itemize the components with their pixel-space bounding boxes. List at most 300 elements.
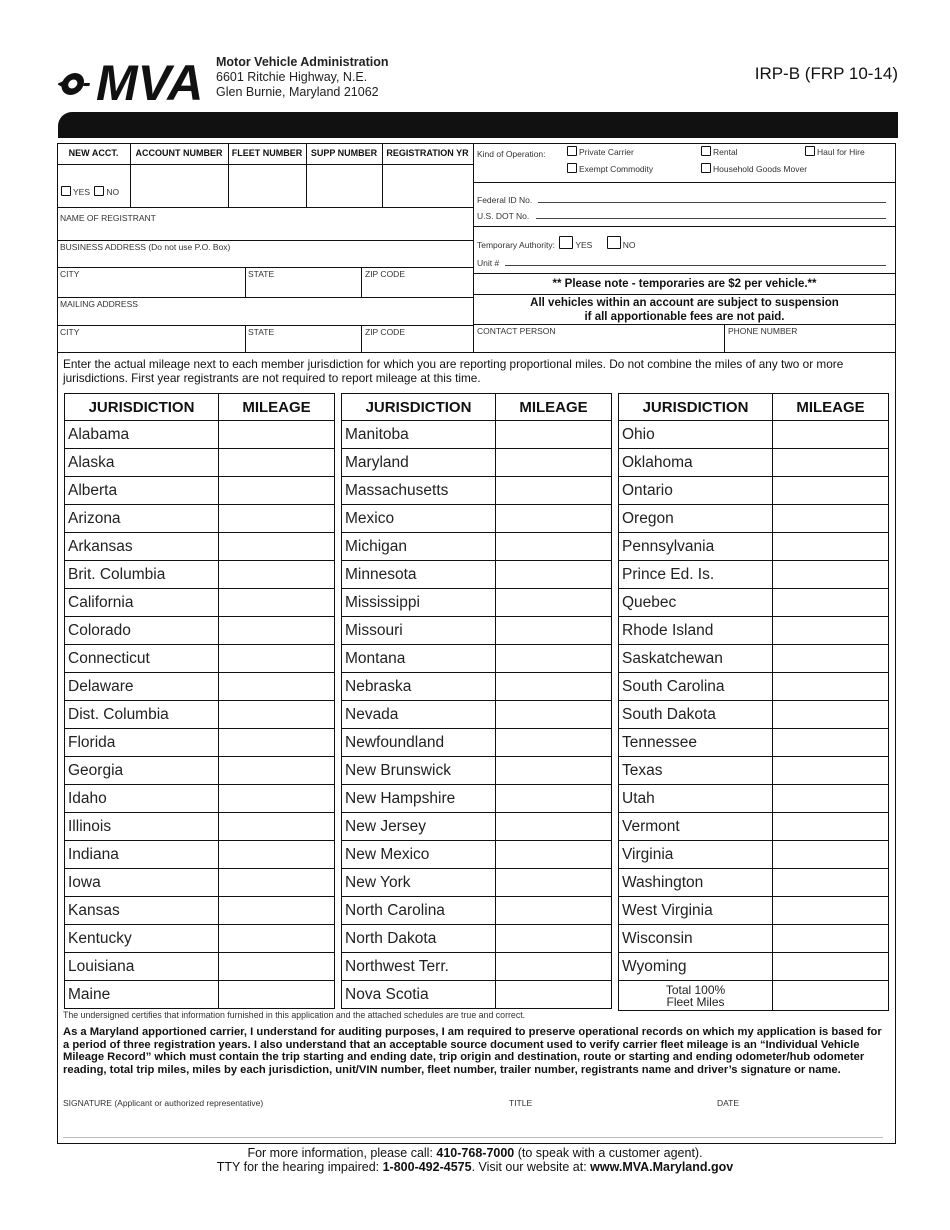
- jurisdiction-name: Indiana: [65, 841, 219, 869]
- mileage-field[interactable]: [496, 449, 612, 477]
- jurisdiction-row: [342, 869, 612, 897]
- exempt-commodity-checkbox[interactable]: [567, 163, 577, 173]
- mileage-field[interactable]: [773, 841, 889, 869]
- mileage-field[interactable]: [773, 561, 889, 589]
- mileage-field[interactable]: [496, 477, 612, 505]
- mileage-field[interactable]: [219, 981, 335, 1009]
- divider: [361, 267, 362, 297]
- yes-checkbox[interactable]: [61, 186, 71, 196]
- jurisdiction-name: Minnesota: [342, 561, 496, 589]
- jurisdiction-name: Brit. Columbia: [65, 561, 219, 589]
- mileage-field[interactable]: [496, 421, 612, 449]
- footer-line-1: [0, 1146, 950, 1160]
- mileage-field[interactable]: [219, 561, 335, 589]
- jurisdiction-name: Wyoming: [619, 953, 773, 981]
- jurisdiction-row: [619, 477, 889, 505]
- mileage-field[interactable]: [219, 813, 335, 841]
- divider: [245, 325, 246, 352]
- mileage-field[interactable]: [496, 729, 612, 757]
- mileage-field[interactable]: [496, 533, 612, 561]
- mileage-field[interactable]: [219, 533, 335, 561]
- jurisdiction-row: [65, 813, 335, 841]
- jurisdiction-header: JURISDICTION: [65, 394, 219, 421]
- mileage-header: MILEAGE: [219, 394, 335, 421]
- jurisdiction-name: Illinois: [65, 813, 219, 841]
- suspension-note-line-2: if all apportionable fees are not paid.: [584, 310, 785, 323]
- mileage-field[interactable]: [219, 673, 335, 701]
- footer-text: For more information, please call:: [247, 1146, 437, 1160]
- jurisdiction-row: [65, 589, 335, 617]
- footer-text: (to speak with a customer agent).: [514, 1146, 703, 1160]
- agency-name: Motor Vehicle Administration: [216, 55, 389, 69]
- mileage-field[interactable]: [773, 477, 889, 505]
- jurisdiction-name: Iowa: [65, 869, 219, 897]
- divider: [57, 207, 473, 208]
- jurisdiction-row: [342, 701, 612, 729]
- mileage-field[interactable]: [219, 869, 335, 897]
- mileage-field[interactable]: [773, 645, 889, 673]
- jurisdiction-table-2: [341, 393, 612, 1009]
- mileage-field[interactable]: [773, 869, 889, 897]
- mileage-field[interactable]: [773, 813, 889, 841]
- title-label: TITLE: [509, 1098, 533, 1108]
- mileage-field[interactable]: [773, 533, 889, 561]
- exempt-commodity-label: Exempt Commodity: [579, 164, 654, 174]
- jurisdiction-row: [65, 841, 335, 869]
- jurisdiction-name: California: [65, 589, 219, 617]
- jurisdiction-row: [65, 673, 335, 701]
- mileage-field[interactable]: [773, 729, 889, 757]
- jurisdiction-row: [65, 477, 335, 505]
- mailing-city-label: CITY: [60, 327, 80, 337]
- jurisdiction-row: [619, 589, 889, 617]
- mileage-field[interactable]: [496, 841, 612, 869]
- mileage-field[interactable]: [219, 449, 335, 477]
- jurisdiction-row: [342, 477, 612, 505]
- city-label: CITY: [60, 269, 80, 279]
- jurisdiction-name: Georgia: [65, 757, 219, 785]
- unit-field[interactable]: [505, 256, 886, 266]
- jurisdiction-name: Prince Ed. Is.: [619, 561, 773, 589]
- jurisdiction-row: [619, 701, 889, 729]
- mileage-field[interactable]: [773, 617, 889, 645]
- signature-label: SIGNATURE (Applicant or authorized representative): [63, 1098, 264, 1108]
- mailing-address-field[interactable]: [58, 310, 472, 324]
- household-goods-label: Household Goods Mover: [713, 164, 808, 174]
- divider: [57, 240, 473, 241]
- mileage-field[interactable]: [219, 841, 335, 869]
- mileage-header: MILEAGE: [496, 394, 612, 421]
- signature-line: [63, 1137, 883, 1138]
- exempt-commodity-option[interactable]: [567, 163, 653, 174]
- mileage-field[interactable]: [773, 589, 889, 617]
- mileage-field[interactable]: [496, 589, 612, 617]
- divider: [473, 182, 896, 183]
- jurisdiction-row: [619, 421, 889, 449]
- date-label: DATE: [717, 1098, 740, 1108]
- jurisdiction-row: [342, 981, 612, 1009]
- haul-for-hire-label: Haul for Hire: [817, 147, 865, 157]
- phone-number-label: PHONE NUMBER: [728, 326, 798, 336]
- jurisdiction-name: Dist. Columbia: [65, 701, 219, 729]
- new-acct-options: [61, 186, 119, 197]
- total-row: [619, 981, 889, 1011]
- footer-phone: 410-768-7000: [436, 1146, 515, 1160]
- jurisdiction-row: [342, 589, 612, 617]
- jurisdiction-name: Rhode Island: [619, 617, 773, 645]
- jurisdiction-row: [619, 729, 889, 757]
- jurisdiction-name: Manitoba: [342, 421, 496, 449]
- jurisdiction-name: New Mexico: [342, 841, 496, 869]
- jurisdiction-name: Wisconsin: [619, 925, 773, 953]
- rental-label: Rental: [713, 147, 738, 157]
- jurisdiction-name: New Brunswick: [342, 757, 496, 785]
- private-carrier-option[interactable]: [567, 146, 634, 157]
- private-carrier-checkbox[interactable]: [567, 146, 577, 156]
- mailing-address-label: MAILING ADDRESS: [60, 299, 138, 309]
- business-address-label: BUSINESS ADDRESS (Do not use P.O. Box): [60, 242, 231, 252]
- haul-for-hire-option[interactable]: [805, 146, 865, 157]
- jurisdiction-row: [65, 953, 335, 981]
- jurisdiction-name: Tennessee: [619, 729, 773, 757]
- jurisdiction-name: Idaho: [65, 785, 219, 813]
- mileage-field[interactable]: [496, 981, 612, 1009]
- jurisdiction-name: Kentucky: [65, 925, 219, 953]
- acknowledgement-text: As a Maryland apportioned carrier, I understand for auditing purposes, I am required to preserve operational records on which my application is based for a period of three registration years. I also understand that an acceptable source document used to verify carrier fleet mileage is an “Individual Vehicle Mileage Record” which must contain the trip starting and ending date, trip origin and destination, route or starting and ending odometer/hub odometer reading, total trip miles, miles by each jurisdiction, unit/VIN number, fleet number, trailer number, registrants name and driver’s signature or name.: [63, 1026, 882, 1076]
- jurisdiction-row: [65, 449, 335, 477]
- jurisdiction-row: [65, 421, 335, 449]
- temp-authority-row: [477, 236, 635, 250]
- jurisdiction-name: Missouri: [342, 617, 496, 645]
- mileage-field[interactable]: [773, 953, 889, 981]
- registrant-name-field[interactable]: [58, 224, 472, 239]
- mileage-field[interactable]: [496, 617, 612, 645]
- mileage-field[interactable]: [496, 897, 612, 925]
- jurisdiction-row: [65, 897, 335, 925]
- jurisdiction-row: [65, 785, 335, 813]
- mileage-field[interactable]: [496, 813, 612, 841]
- jurisdiction-row: [619, 533, 889, 561]
- divider: [361, 325, 362, 352]
- jurisdiction-name: Arkansas: [65, 533, 219, 561]
- mileage-field[interactable]: [773, 925, 889, 953]
- fleet-number-field[interactable]: [229, 166, 305, 206]
- mileage-field[interactable]: [496, 561, 612, 589]
- jurisdiction-name: Montana: [342, 645, 496, 673]
- mileage-field[interactable]: [219, 589, 335, 617]
- jurisdiction-row: [619, 925, 889, 953]
- footer-text: TTY for the hearing impaired:: [216, 1160, 383, 1174]
- jurisdiction-row: [342, 561, 612, 589]
- total-fleet-miles-label: [619, 981, 773, 1011]
- jurisdiction-name: North Carolina: [342, 897, 496, 925]
- mileage-field[interactable]: [773, 449, 889, 477]
- household-goods-checkbox[interactable]: [701, 163, 711, 173]
- jurisdiction-row: [342, 645, 612, 673]
- jurisdiction-header: JURISDICTION: [342, 394, 496, 421]
- mileage-field[interactable]: [219, 897, 335, 925]
- logo-text: MVA: [96, 55, 204, 106]
- divider: [245, 267, 246, 297]
- kind-of-operation-label: Kind of Operation:: [477, 149, 546, 159]
- jurisdiction-name: Utah: [619, 785, 773, 813]
- footer-line-2: [0, 1160, 950, 1174]
- mileage-field[interactable]: [219, 701, 335, 729]
- mileage-field[interactable]: [219, 953, 335, 981]
- mileage-field[interactable]: [496, 645, 612, 673]
- federal-id-label: Federal ID No.: [477, 195, 533, 205]
- jurisdiction-name: Connecticut: [65, 645, 219, 673]
- title-field[interactable]: [509, 1110, 709, 1136]
- mileage-field[interactable]: [773, 785, 889, 813]
- contact-person-field[interactable]: [475, 337, 722, 351]
- signature-field[interactable]: [63, 1110, 503, 1136]
- jurisdiction-row: [342, 729, 612, 757]
- jurisdiction-row: [342, 953, 612, 981]
- jurisdiction-row: [342, 897, 612, 925]
- jurisdiction-row: [619, 897, 889, 925]
- mva-logo: [58, 50, 218, 106]
- jurisdiction-row: [619, 785, 889, 813]
- registration-yr-header: REGISTRATION YR: [386, 148, 469, 158]
- mileage-field[interactable]: [496, 953, 612, 981]
- agency-block: [216, 55, 388, 100]
- mileage-field[interactable]: [773, 897, 889, 925]
- mileage-instructions: Enter the actual mileage next to each member jurisdiction for which you are reporting proportional miles. Do not combine the miles of any two or more jurisdictions. First year registrants are not required to report mileage at this time.: [63, 357, 844, 385]
- jurisdiction-row: [65, 869, 335, 897]
- mileage-field[interactable]: [219, 785, 335, 813]
- mailing-zip-label: ZIP CODE: [365, 327, 405, 337]
- mileage-field[interactable]: [496, 505, 612, 533]
- mileage-field[interactable]: [773, 421, 889, 449]
- private-carrier-label: Private Carrier: [579, 147, 634, 157]
- no-checkbox[interactable]: [94, 186, 104, 196]
- mileage-field[interactable]: [219, 729, 335, 757]
- jurisdiction-name: Maryland: [342, 449, 496, 477]
- jurisdiction-row: [619, 869, 889, 897]
- temp-authority-label: Temporary Authority:: [477, 240, 555, 250]
- federal-id-field[interactable]: [538, 193, 886, 203]
- jurisdiction-name: Alabama: [65, 421, 219, 449]
- mileage-field[interactable]: [496, 757, 612, 785]
- mileage-field[interactable]: [773, 673, 889, 701]
- footer-website[interactable]: www.MVA.Maryland.gov: [590, 1160, 734, 1174]
- jurisdiction-name: North Dakota: [342, 925, 496, 953]
- supp-number-field[interactable]: [307, 166, 381, 206]
- total-line-2: Fleet Miles: [666, 994, 725, 1009]
- jurisdiction-row: [65, 645, 335, 673]
- jurisdiction-row: [342, 925, 612, 953]
- contact-person-label: CONTACT PERSON: [477, 326, 556, 336]
- jurisdiction-name: Massachusetts: [342, 477, 496, 505]
- jurisdiction-name: Newfoundland: [342, 729, 496, 757]
- jurisdiction-row: [619, 617, 889, 645]
- divider: [473, 294, 896, 295]
- jurisdiction-name: Saskatchewan: [619, 645, 773, 673]
- jurisdiction-row: [342, 813, 612, 841]
- jurisdiction-name: Texas: [619, 757, 773, 785]
- jurisdiction-row: [342, 533, 612, 561]
- supp-number-header: SUPP NUMBER: [310, 148, 378, 158]
- suspension-note: [473, 297, 896, 324]
- jurisdiction-name: Mexico: [342, 505, 496, 533]
- jurisdiction-table-3: [618, 393, 889, 1011]
- usdot-field[interactable]: [536, 209, 886, 219]
- jurisdiction-name: West Virginia: [619, 897, 773, 925]
- jurisdiction-row: [619, 449, 889, 477]
- jurisdiction-name: Delaware: [65, 673, 219, 701]
- jurisdiction-row: [342, 841, 612, 869]
- jurisdiction-row: [619, 645, 889, 673]
- form-id: IRP-B (FRP 10-14): [754, 64, 898, 83]
- jurisdiction-name: New York: [342, 869, 496, 897]
- account-number-field[interactable]: [131, 166, 227, 206]
- mva-logo-graphic: [58, 50, 218, 106]
- yes-label: YES: [73, 187, 91, 197]
- jurisdiction-row: [342, 757, 612, 785]
- jurisdiction-name: Nevada: [342, 701, 496, 729]
- temp-yes-label: YES: [575, 240, 593, 250]
- jurisdiction-row: [65, 505, 335, 533]
- temp-no-label: NO: [622, 240, 636, 250]
- account-number-header: ACCOUNT NUMBER: [135, 148, 223, 158]
- date-field[interactable]: [717, 1110, 887, 1136]
- divider: [57, 297, 473, 298]
- jurisdiction-name: Louisiana: [65, 953, 219, 981]
- divider: [473, 324, 896, 325]
- jurisdiction-name: Mississippi: [342, 589, 496, 617]
- divider: [473, 226, 896, 227]
- jurisdiction-row: [342, 421, 612, 449]
- jurisdiction-name: Ohio: [619, 421, 773, 449]
- total-mileage-field[interactable]: [773, 981, 889, 1011]
- jurisdiction-name: Oklahoma: [619, 449, 773, 477]
- mileage-header: MILEAGE: [773, 394, 889, 421]
- mileage-field[interactable]: [219, 925, 335, 953]
- jurisdiction-row: [342, 785, 612, 813]
- jurisdiction-name: Florida: [65, 729, 219, 757]
- jurisdiction-row: [342, 617, 612, 645]
- divider: [57, 267, 473, 268]
- jurisdiction-row: [342, 449, 612, 477]
- jurisdiction-name: Quebec: [619, 589, 773, 617]
- state-label: STATE: [248, 269, 275, 279]
- mileage-field[interactable]: [496, 701, 612, 729]
- jurisdiction-row: [342, 505, 612, 533]
- mileage-field[interactable]: [496, 925, 612, 953]
- jurisdiction-name: Kansas: [65, 897, 219, 925]
- jurisdiction-name: Arizona: [65, 505, 219, 533]
- phone-number-field[interactable]: [726, 337, 894, 351]
- mileage-field[interactable]: [219, 617, 335, 645]
- jurisdiction-row: [619, 953, 889, 981]
- divider: [57, 352, 896, 353]
- jurisdiction-header: JURISDICTION: [619, 394, 773, 421]
- jurisdiction-name: Alberta: [65, 477, 219, 505]
- jurisdiction-name: Nebraska: [342, 673, 496, 701]
- jurisdiction-name: Maine: [65, 981, 219, 1009]
- new-acct-header: NEW ACCT.: [68, 148, 119, 158]
- jurisdiction-row: [65, 561, 335, 589]
- jurisdiction-name: Northwest Terr.: [342, 953, 496, 981]
- jurisdiction-row: [65, 757, 335, 785]
- suspension-note-line-1: All vehicles within an account are subject to suspension: [530, 297, 839, 309]
- jurisdiction-name: Washington: [619, 869, 773, 897]
- jurisdiction-name: New Jersey: [342, 813, 496, 841]
- jurisdiction-row: [65, 729, 335, 757]
- total-line-1: Total 100%: [665, 982, 726, 997]
- zip-label: ZIP CODE: [365, 269, 405, 279]
- jurisdiction-row: [619, 757, 889, 785]
- jurisdiction-row: [619, 561, 889, 589]
- temp-no-checkbox[interactable]: [607, 236, 621, 249]
- certification-text: The undersigned certifies that information furnished in this application and the attached schedules are true and correct.: [63, 1010, 526, 1020]
- jurisdiction-name: South Dakota: [619, 701, 773, 729]
- rental-option[interactable]: [701, 146, 738, 157]
- haul-for-hire-checkbox[interactable]: [805, 146, 815, 156]
- jurisdiction-row: [65, 925, 335, 953]
- jurisdiction-row: [65, 617, 335, 645]
- mileage-field[interactable]: [496, 869, 612, 897]
- jurisdiction-row: [65, 533, 335, 561]
- no-label: NO: [106, 187, 120, 197]
- mileage-field[interactable]: [219, 505, 335, 533]
- jurisdiction-name: Oregon: [619, 505, 773, 533]
- mileage-field[interactable]: [219, 477, 335, 505]
- jurisdiction-row: [619, 673, 889, 701]
- household-goods-option[interactable]: [701, 163, 807, 174]
- usdot-label: U.S. DOT No.: [477, 211, 530, 221]
- jurisdiction-name: Colorado: [65, 617, 219, 645]
- jurisdiction-name: South Carolina: [619, 673, 773, 701]
- jurisdiction-row: [65, 981, 335, 1009]
- agency-address-1: 6601 Ritchie Highway, N.E.: [216, 70, 368, 84]
- mileage-field[interactable]: [773, 757, 889, 785]
- business-address-field[interactable]: [58, 253, 472, 266]
- jurisdiction-name: Vermont: [619, 813, 773, 841]
- jurisdiction-row: [619, 505, 889, 533]
- divider: [57, 164, 473, 165]
- jurisdiction-row: [619, 841, 889, 869]
- jurisdiction-name: Nova Scotia: [342, 981, 496, 1009]
- divider: [473, 273, 896, 274]
- temp-yes-checkbox[interactable]: [559, 236, 573, 249]
- mileage-field[interactable]: [219, 421, 335, 449]
- jurisdiction-name: Virginia: [619, 841, 773, 869]
- jurisdiction-row: [342, 673, 612, 701]
- jurisdiction-row: [619, 813, 889, 841]
- unit-label: Unit #: [477, 258, 500, 268]
- jurisdiction-name: Alaska: [65, 449, 219, 477]
- registrant-name-label: NAME OF REGISTRANT: [60, 213, 156, 223]
- fleet-number-header: FLEET NUMBER: [231, 148, 303, 158]
- agency-address-2: Glen Burnie, Maryland 21062: [216, 85, 379, 99]
- mileage-field[interactable]: [496, 673, 612, 701]
- rental-checkbox[interactable]: [701, 146, 711, 156]
- mileage-field[interactable]: [496, 785, 612, 813]
- footer-tty: 1-800-492-4575: [382, 1160, 472, 1174]
- jurisdiction-name: Pennsylvania: [619, 533, 773, 561]
- divider: [724, 324, 725, 352]
- mileage-field[interactable]: [773, 701, 889, 729]
- footer-text: . Visit our website at:: [471, 1160, 591, 1174]
- mileage-field[interactable]: [219, 757, 335, 785]
- mileage-field[interactable]: [773, 505, 889, 533]
- mileage-field[interactable]: [219, 645, 335, 673]
- divider: [57, 325, 473, 326]
- registration-yr-field[interactable]: [383, 166, 472, 206]
- jurisdiction-name: Michigan: [342, 533, 496, 561]
